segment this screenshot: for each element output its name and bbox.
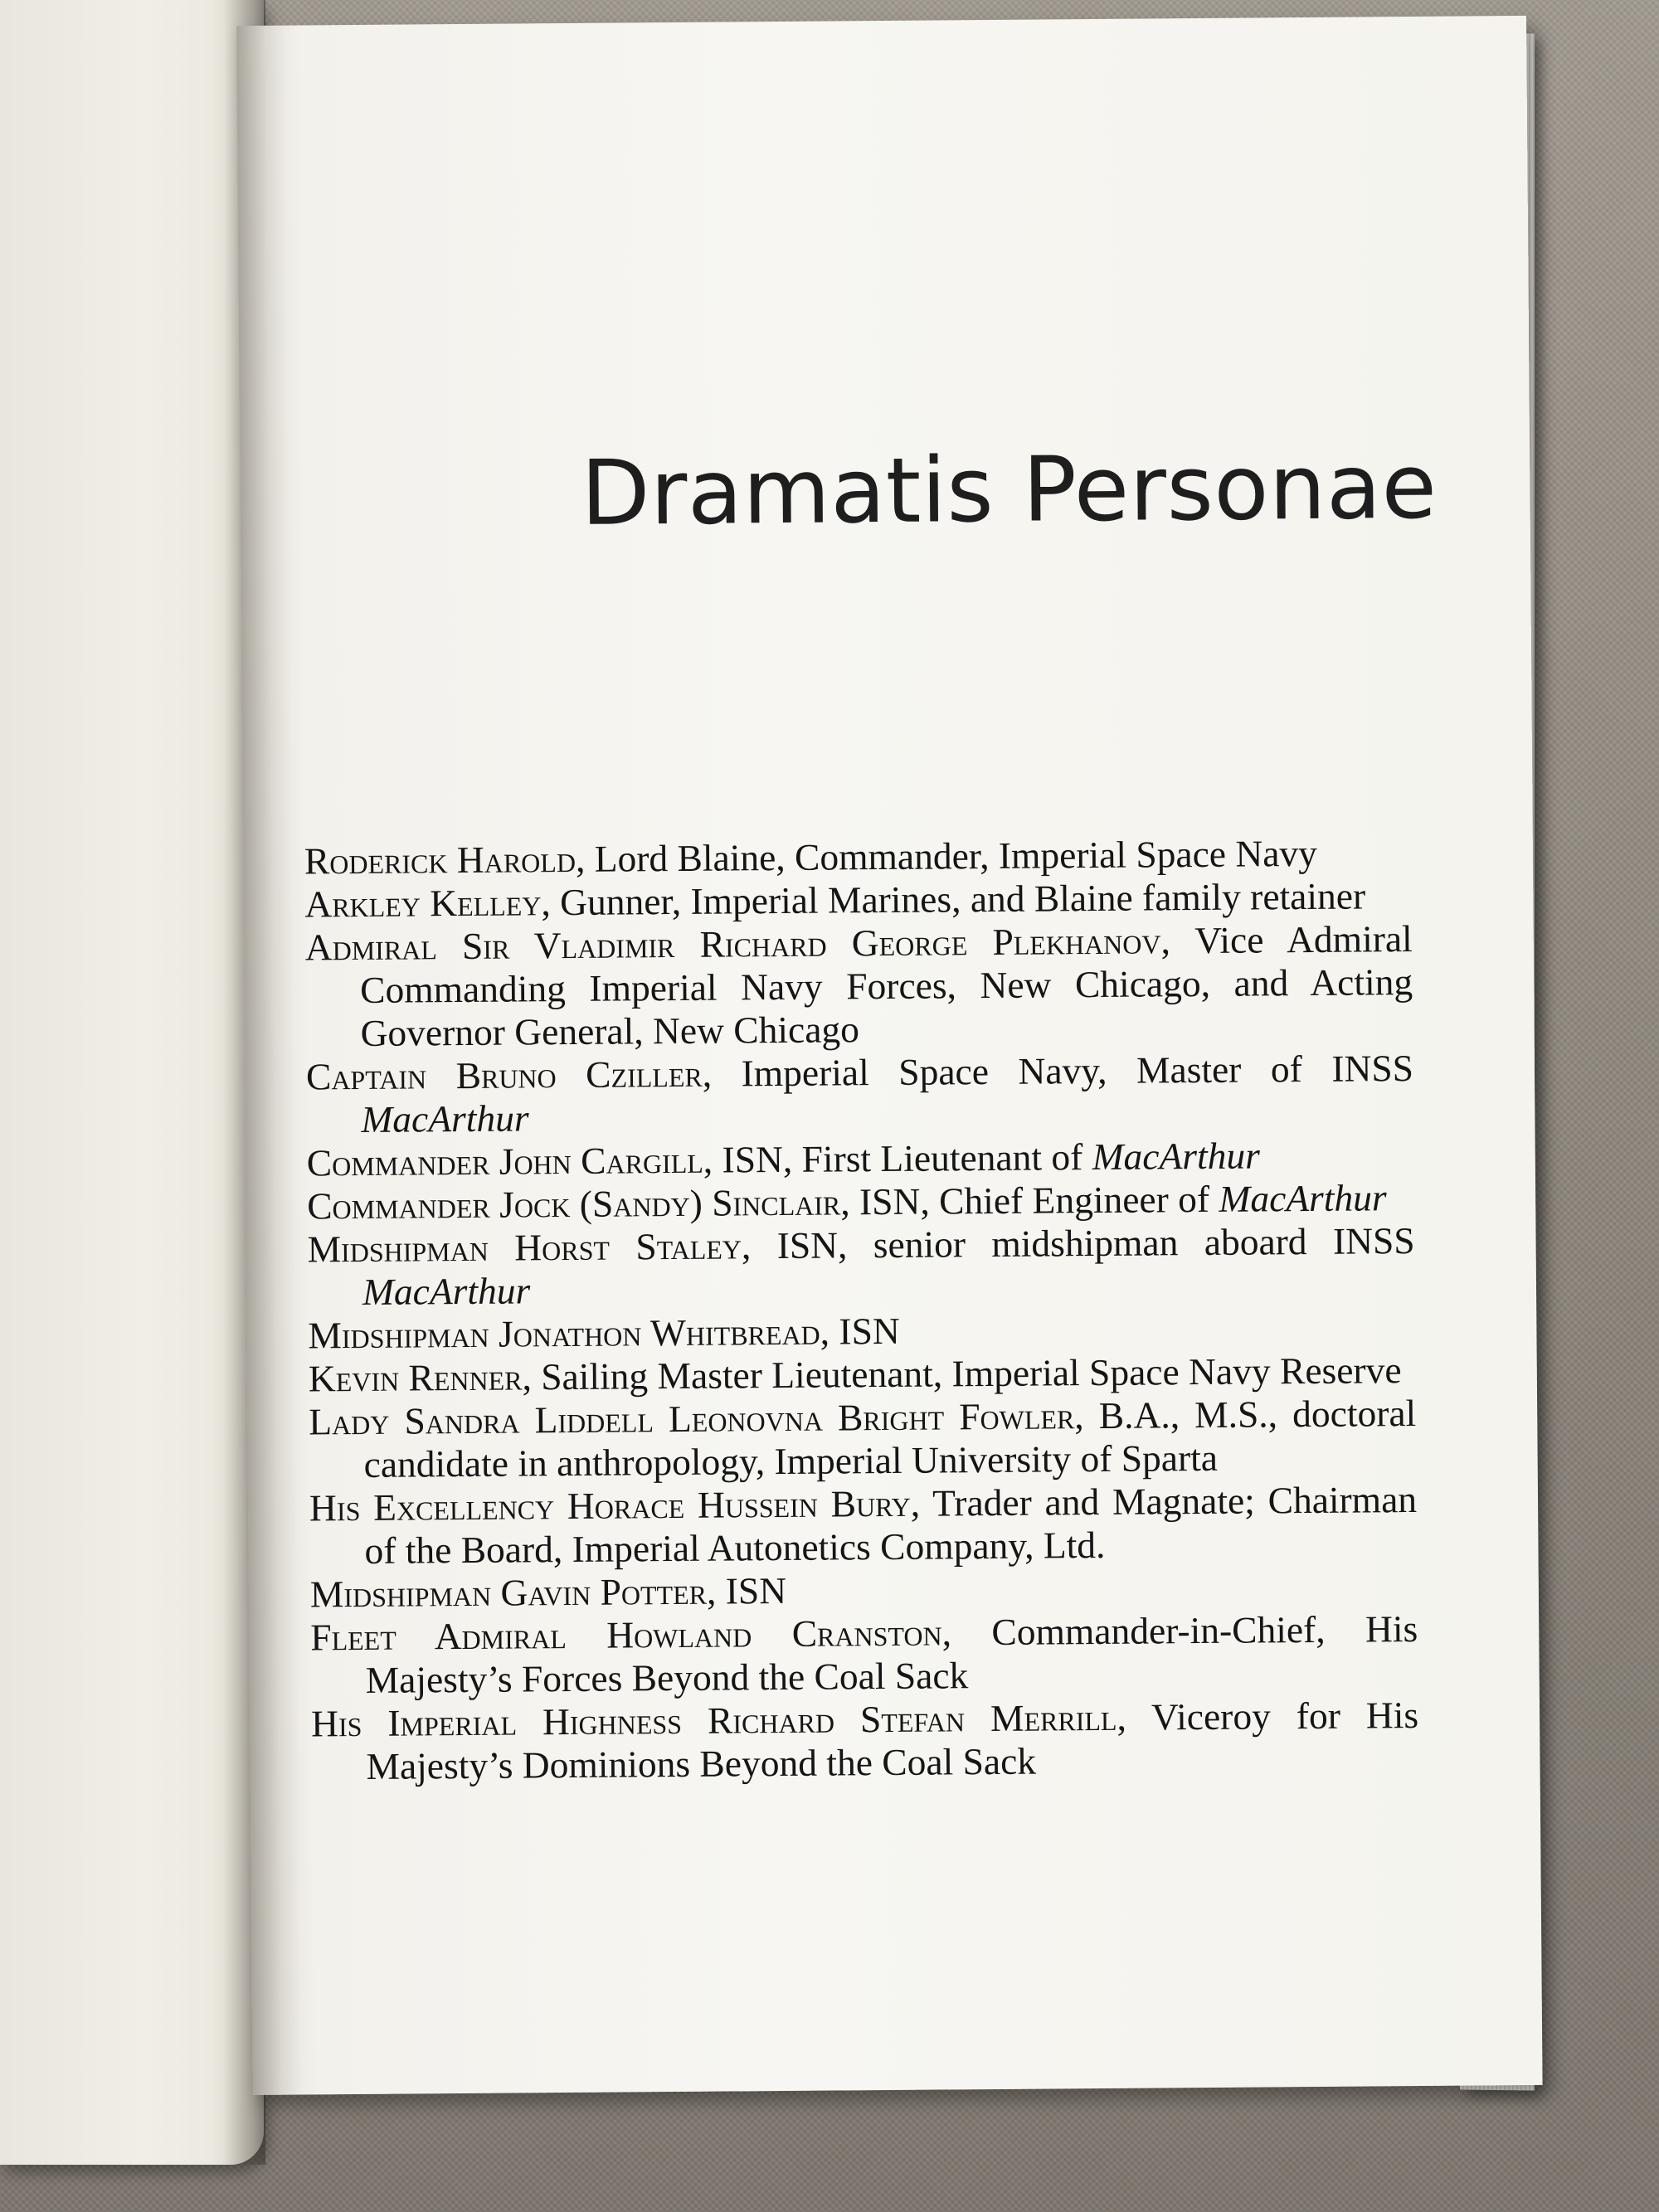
- cast-entry: [310, 1607, 1418, 1702]
- character-description: , ISN, senior midshipman aboard INSS: [741, 1218, 1415, 1267]
- cast-entry: [311, 1694, 1419, 1788]
- ship-name: MacArthur: [361, 1096, 529, 1140]
- character-name: Roderick Harold: [304, 837, 577, 882]
- character-name: Commander Jock (Sandy) Sinclair: [307, 1180, 841, 1228]
- character-name: Admiral Sir Vladimir Richard George Plekhanov: [304, 919, 1161, 969]
- character-name: Midshipman Horst Staley: [307, 1224, 742, 1271]
- character-description: , ISN: [706, 1568, 787, 1612]
- character-description: , ISN: [820, 1309, 900, 1353]
- cast-entry: [307, 1219, 1415, 1314]
- character-name: His Excellency Horace Hussein Bury: [309, 1481, 911, 1529]
- character-name: Lady Sandra Liddell Leonovna Bright Fowler: [309, 1394, 1075, 1443]
- character-description: , Gunner, Imperial Marines, and Blaine family retainer: [541, 874, 1366, 924]
- facing-left-page: [0, 0, 264, 2165]
- character-description: , Imperial Space Navy, Master of INSS: [702, 1047, 1414, 1095]
- cast-entry: [305, 917, 1413, 1055]
- ship-name: MacArthur: [1219, 1176, 1387, 1220]
- character-description: , Sailing Master Lieutenant, Imperial Space Navy Reserve: [522, 1349, 1402, 1398]
- cast-entry: [309, 1478, 1418, 1573]
- character-name: Arkley Kelley: [304, 881, 542, 926]
- character-description: , Viceroy for His Majesty’s Dominions Beyond the Coal Sack: [366, 1693, 1419, 1787]
- cast-entry: [309, 1392, 1417, 1486]
- character-name: Commander John Cargill: [306, 1138, 704, 1184]
- character-description: , Vice Admiral Commanding Imperial Navy Forces, New Chicago, and Acting Governor General, New Chicago: [359, 917, 1413, 1054]
- character-name: Captain Bruno Cziller: [305, 1052, 703, 1098]
- character-name: Midshipman Jonathon Whitbread: [308, 1310, 820, 1357]
- character-name: His Imperial Highness Richard Stefan Merrill: [310, 1695, 1117, 1745]
- character-description: , B.A., M.S., doctoral candidate in anthropology, Imperial University of Sparta: [363, 1391, 1417, 1485]
- character-description: , ISN, Chief Engineer of: [840, 1177, 1219, 1223]
- character-name: Midshipman Gavin Potter: [309, 1569, 708, 1616]
- page-title: Dramatis Personae: [580, 435, 1438, 546]
- cast-list: [304, 831, 1419, 1788]
- cast-entry: [306, 1047, 1414, 1141]
- character-description: , Commander-in-Chief, His Majesty’s Forces Beyond the Coal Sack: [365, 1607, 1418, 1701]
- ship-name: MacArthur: [362, 1269, 531, 1313]
- character-name: Fleet Admiral Howland Cranston: [310, 1611, 942, 1659]
- book-page: [236, 16, 1543, 2095]
- ship-name: MacArthur: [1092, 1134, 1261, 1179]
- character-description: , Lord Blaine, Commander, Imperial Space Navy: [575, 831, 1318, 880]
- character-description: , Trader and Magnate; Chairman of the Board, Imperial Autonetics Company, Ltd.: [364, 1477, 1418, 1572]
- character-name: Kevin Renner: [308, 1355, 523, 1400]
- character-description: , ISN, First Lieutenant of: [703, 1135, 1092, 1181]
